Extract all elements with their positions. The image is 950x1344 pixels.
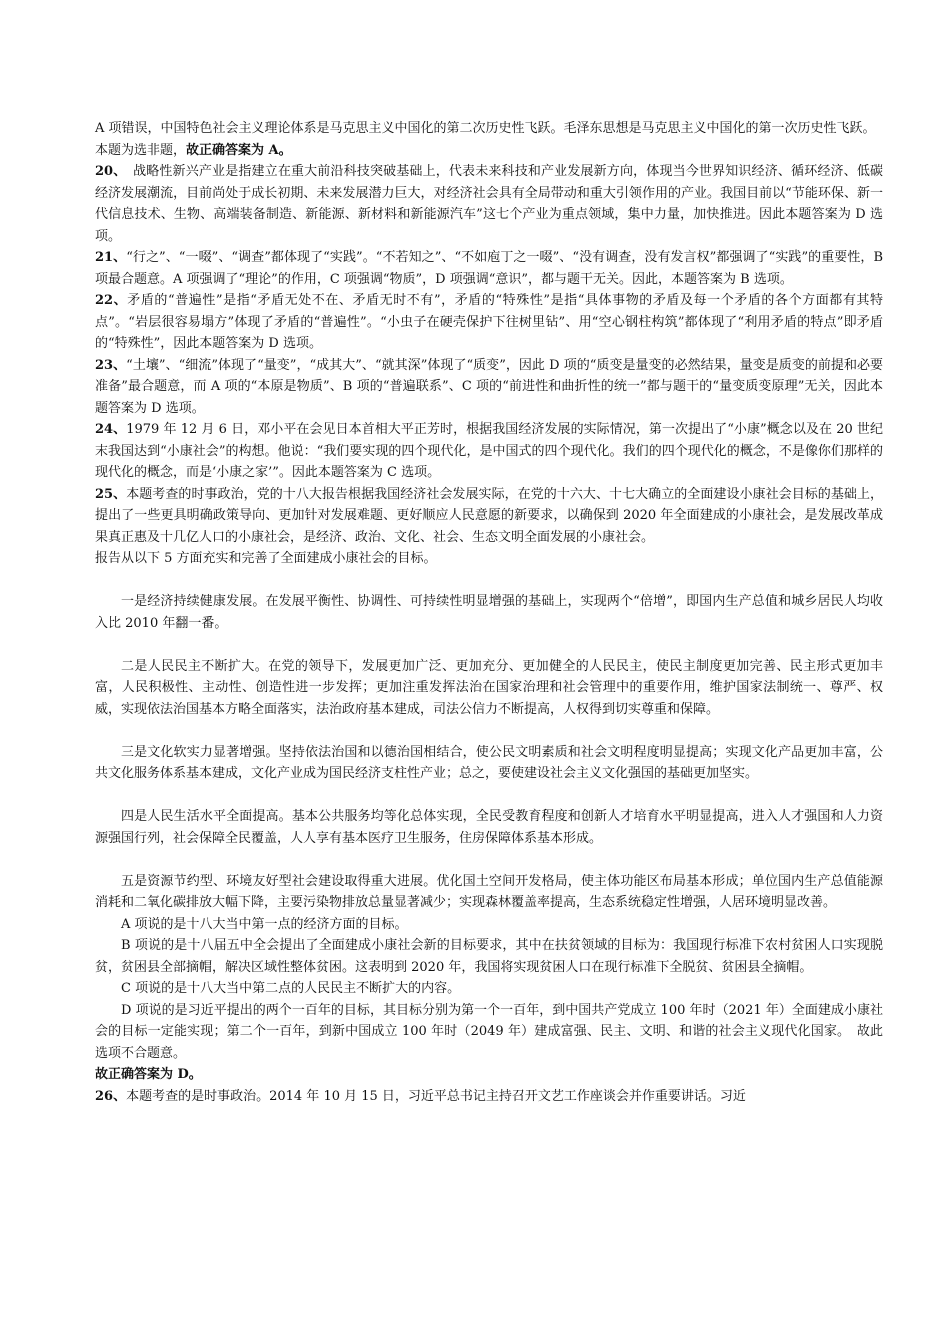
paragraph bbox=[95, 742, 883, 785]
answer-text: 故正确答案为 A。 bbox=[186, 142, 292, 158]
blank-line bbox=[95, 720, 883, 742]
blank-line bbox=[95, 570, 883, 592]
blank-line bbox=[95, 634, 883, 656]
paragraph bbox=[95, 914, 883, 936]
paragraph bbox=[95, 1086, 883, 1108]
blank-line bbox=[95, 785, 883, 807]
paragraph bbox=[95, 290, 883, 355]
paragraph-text: 三是文化软实力显著增强。坚持依法治国和以德治国相结合，使公民文明素质和社会文明程度明显提高；实现文化产品更加丰富，公共文化服务体系基本建成，文化产业成为国民经济支柱性产业；总之，要使建设社会主义文化强国的基础更加坚实。 bbox=[95, 744, 883, 781]
paragraph bbox=[95, 1000, 883, 1065]
question-number: 20、 bbox=[95, 164, 120, 179]
paragraph-text: A 项错误，中国特色社会主义理论体系是马克思主义中国化的第二次历史性飞跃。毛泽东思想是马克思主义中国化的第一次历史性飞跃。 bbox=[95, 121, 876, 136]
paragraph bbox=[95, 419, 883, 484]
paragraph-text: “土壤”、“细流”体现了“量变”，“成其大”、“就其深”体现了“质变”，因此 D 项的“质变是量变的必然结果，量变是质变的前提和必要准备”最合题意，而 A 项的“本原是物质”、B 项的“普遍联系”、C 项的“前进性和曲折性的统一”都与题干的“量变质变原理”无关，因此本题答案为 D 选项。 bbox=[95, 357, 884, 416]
question-number: 25、 bbox=[95, 486, 127, 502]
paragraph-text: 本题为选非题， bbox=[95, 142, 187, 158]
paragraph bbox=[95, 871, 883, 914]
answer-text: 故正确答案为 D。 bbox=[95, 1067, 202, 1082]
paragraph-text: 矛盾的“普遍性”是指“矛盾无处不在、矛盾无时不有”，矛盾的“特殊性”是指“具体事物的矛盾及每一个矛盾的各个方面都有其特点”。“岩层很容易塌方”体现了矛盾的“普遍性”。“小虫子在硬壳保护下往树里钻”、用“空心钢柱构筑”都体现了“利用矛盾的特点”即矛盾的“特殊性”，因此本题答案为 D 选项。 bbox=[95, 293, 884, 351]
paragraph-text: 报告从以下 5 方面充实和完善了全面建成小康社会的目标。 bbox=[95, 551, 437, 566]
paragraph-text: 本题考查的时事政治，党的十八大报告根据我国经济社会发展实际，在党的十六大、十七大确立的全面建设小康社会目标的基础上，提出了一些更具明确政策导向、更加针对发展难题、更好顺应人民意愿的新要求，以确保到 2020 年全面建成的小康社会，是发展改革成果真正惠及十几亿人口的小康社会，是经济、政治、文化、社会、生态文明全面发展的小康社会。 bbox=[95, 486, 883, 545]
paragraph bbox=[95, 978, 883, 1000]
question-number: 22、 bbox=[95, 293, 128, 308]
paragraph bbox=[95, 355, 883, 420]
question-number: 26、 bbox=[95, 1088, 127, 1104]
question-number: 23、 bbox=[95, 357, 127, 373]
document-body bbox=[95, 118, 883, 1107]
paragraph-text: 1979 年 12 月 6 日，邓小平在会见日本首相大平正芳时，根据我国经济发展的实际情况，第一次提出了“小康”概念以及在 20 世纪末我国达到“小康社会”的构想。他说：“我们要实现的四个现代化，是中国式的四个现代化。我们的四个现代化的概念，不是像你们那样的现代化的概念，而是‘小康之家’”。因此本题答案为 C 选项。 bbox=[95, 422, 883, 480]
question-number: 21、 bbox=[95, 250, 127, 265]
paragraph-text: 二是人民民主不断扩大。在党的领导下，发展更加广泛、更加充分、更加健全的人民民主，使民主制度更加完善、民主形式更加丰富，人民积极性、主动性、创造性进一步发挥；更加注重发挥法治在国家治理和社会管理中的重要作用，维护国家法制统一、尊严、权威，实现依法治国基本方略全面落实，法治政府基本建成，司法公信力不断提高，人权得到切实尊重和保障。 bbox=[95, 658, 883, 717]
paragraph bbox=[95, 806, 883, 849]
paragraph bbox=[95, 118, 883, 140]
paragraph-text: 五是资源节约型、环境友好型社会建设取得重大进展。优化国土空间开发格局，使主体功能区布局基本形成；单位国内生产总值能源消耗和二氧化碳排放大幅下降，主要污染物排放总量显著减少；实现森林覆盖率提高，生态系统稳定性增强，人居环境明显改善。 bbox=[95, 873, 883, 910]
paragraph-text: D 项说的是习近平提出的两个一百年的目标，其目标分别为第一个一百年，到中国共产党成立 100 年时（2021 年）全面建成小康社会的目标一定能实现；第二个一百年，到新中国成立 100 年时（2049 年）建成富强、民主、文明、和谐的社会主义现代化国家。 故此选项不合题意。 bbox=[95, 1002, 883, 1061]
paragraph-text: C 项说的是十八大当中第二点的人民民主不断扩大的内容。 bbox=[121, 981, 461, 996]
paragraph-text: 四是人民生活水平全面提高。基本公共服务均等化总体实现，全民受教育程度和创新人才培育水平明显提高，进入人才强国和人力资源强国行列，社会保障全民覆盖，人人享有基本医疗卫生服务，住房保障体系基本形成。 bbox=[95, 809, 883, 846]
paragraph-text: “行之”、“一啜”、“调查”都体现了“实践”。“不若知之”、“不如庖丁之一啜”、“没有调查，没有发言权”都强调了“实践”的重要性，B 项最合题意。A 项强调了“理论”的作用，C 项强调“物质”，D 项强调“意识”，都与题干无关。因此，本题答案为 B 选项。 bbox=[95, 250, 884, 287]
paragraph bbox=[95, 484, 883, 549]
paragraph-text: 本题考查的是时事政治。2014 年 10 月 15 日，习近平总书记主持召开文艺工作座谈会并作重要讲话。习近 bbox=[126, 1088, 746, 1104]
paragraph bbox=[95, 140, 883, 162]
question-number: 24、 bbox=[95, 422, 127, 437]
paragraph bbox=[95, 247, 883, 290]
paragraph-text: B 项说的是十八届五中全会提出了全面建成小康社会新的目标要求，其中在扶贫领域的目标为：我国现行标准下农村贫困人口实现脱贫，贫困县全部摘帽，解决区域性整体贫困。这表明到 2020 年，我国将实现贫困人口在现行标准下全脱贫、贫困县全摘帽。 bbox=[95, 938, 883, 975]
paragraph-text: 一是经济持续健康发展。在发展平衡性、协调性、可持续性明显增强的基础上，实现两个“倍增”，即国内生产总值和城乡居民人均收入比 2010 年翻一番。 bbox=[95, 594, 883, 631]
paragraph bbox=[95, 161, 883, 247]
paragraph-text: A 项说的是十八大当中第一点的经济方面的目标。 bbox=[121, 916, 408, 932]
paragraph bbox=[95, 1064, 883, 1086]
paragraph-text: 战略性新兴产业是指建立在重大前沿科技突破基础上，代表未来科技和产业发展新方向，体现当今世界知识经济、循环经济、低碳经济发展潮流，目前尚处于成长初期、未来发展潜力巨大，对经济社会具有全局带动和重大引领作用的产业。我国目前以“节能环保、新一代信息技术、生物、高端装备制造、新能源、新材料和新能源汽车”这七个产业为重点领域，集中力量，加快推进。因此本题答案为 D 选项。 bbox=[95, 164, 883, 244]
paragraph bbox=[95, 591, 883, 634]
paragraph bbox=[95, 935, 883, 978]
paragraph bbox=[95, 548, 883, 570]
paragraph bbox=[95, 656, 883, 721]
blank-line bbox=[95, 849, 883, 871]
